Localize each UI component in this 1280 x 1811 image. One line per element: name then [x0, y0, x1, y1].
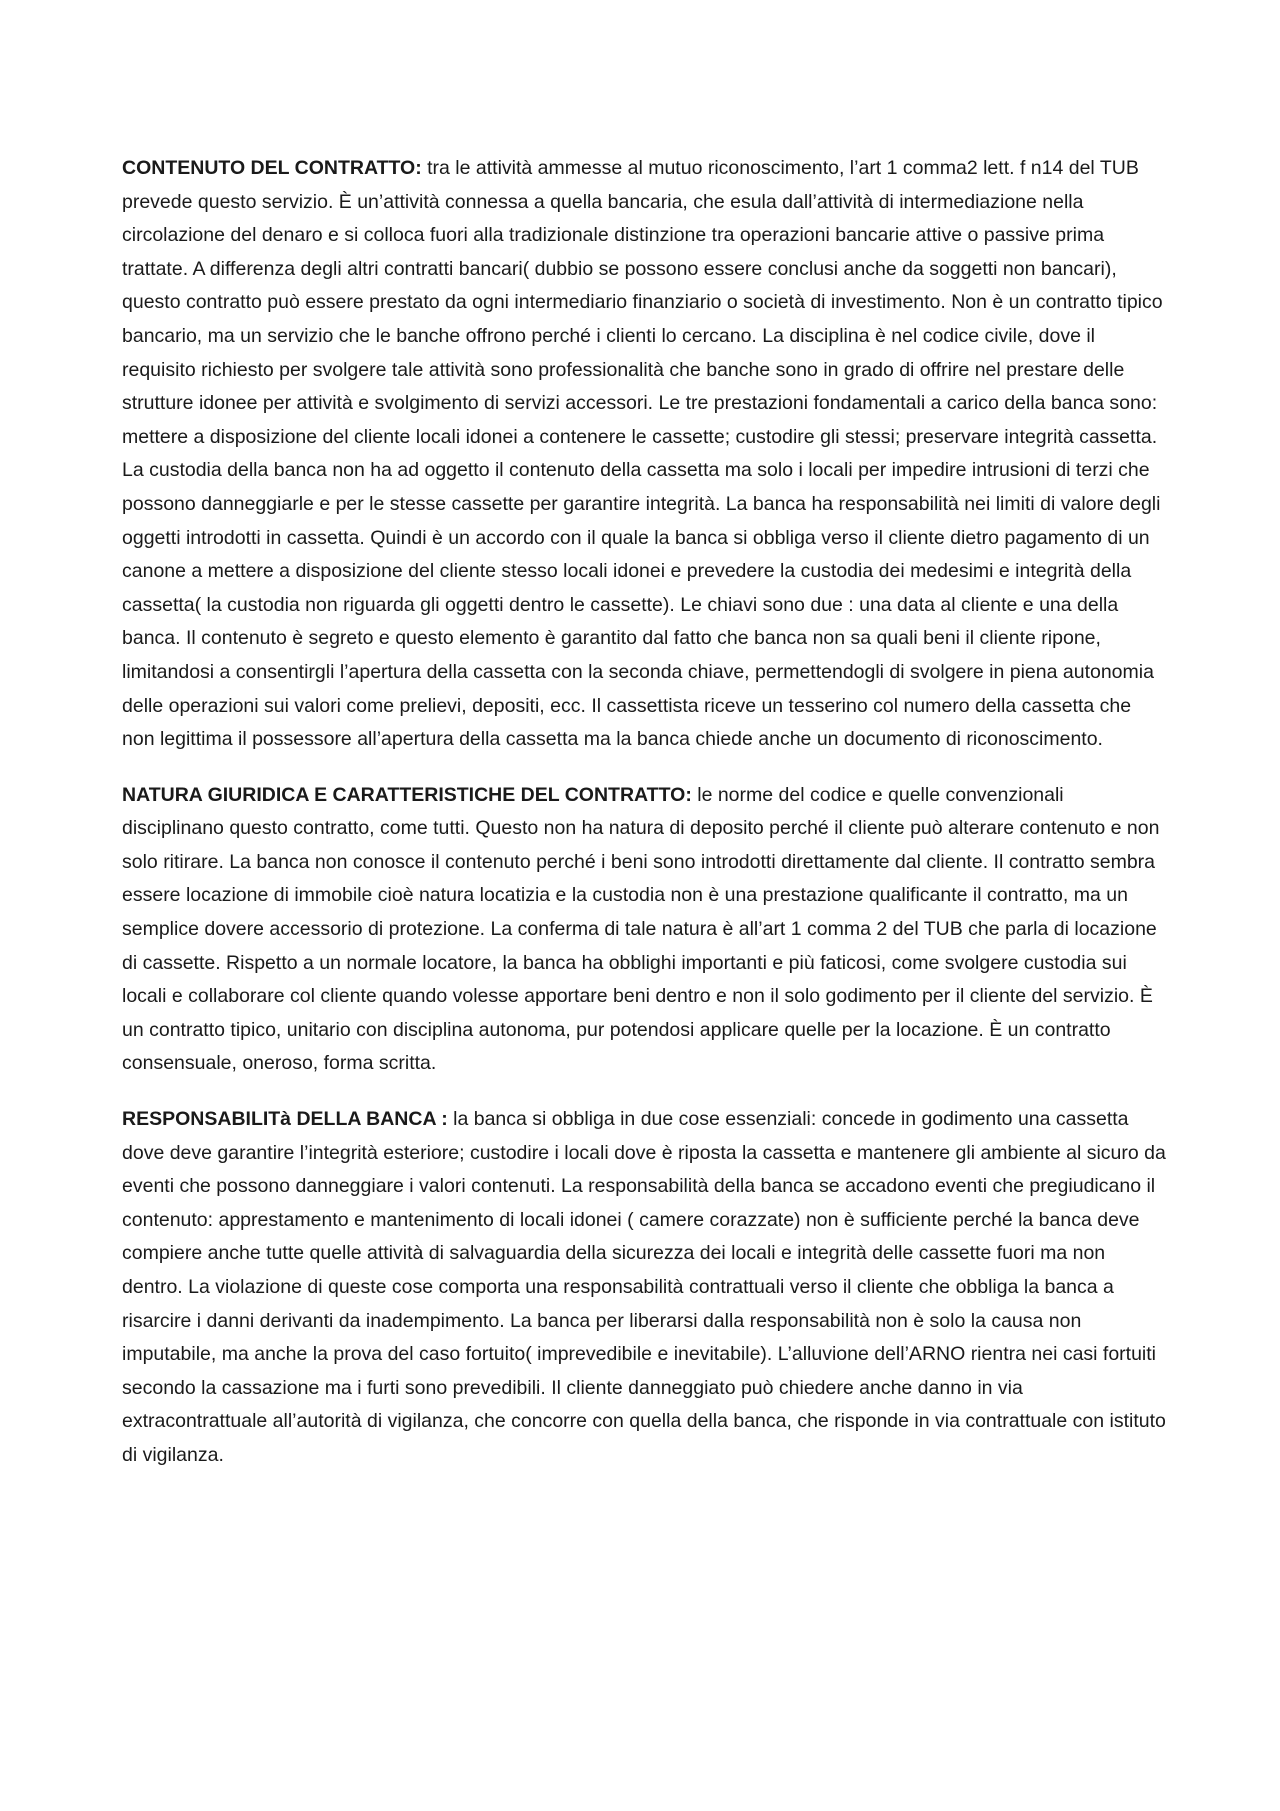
section-heading: CONTENUTO DEL CONTRATTO: — [122, 157, 422, 179]
document-body — [122, 152, 1167, 1495]
paragraph-natura-giuridica — [122, 779, 1167, 1081]
paragraph-responsabilita-banca — [122, 1103, 1167, 1473]
paragraph-contenuto-del-contratto — [122, 152, 1167, 757]
section-heading: NATURA GIURIDICA E CARATTERISTICHE DEL CONTRATTO: — [122, 783, 692, 806]
section-text: tra le attività ammesse al mutuo riconoscimento, l’art 1 comma2 lett. f n14 del TUB prevede questo servizio. È un’attività connessa a quella bancaria, che esula dall’attività di intermediazione nella circolazione del denaro e si colloca fuori alla tradizionale distinzione tra operazioni bancarie attive o passive prima trattate. A differenza degli altri contratti bancari( dubbio se possono essere conclusi anche da soggetti non bancari), questo contratto può essere prestato da ogni intermediario finanziario o società di investimento. Non è un contratto tipico bancario, ma un servizio che le banche offrono perché i clienti lo cercano. La disciplina è nel codice civile, dove il requisito richiesto per svolgere tale attività sono professionalità che banche sono in grado di offrire nel prestare delle strutture idonee per attività e svolgimento di servizi accessori. Le tre prestazioni fondamentali a carico della banca sono: mettere a disposizione del cliente locali idonei a contenere le cassette; custodire gli stessi; preservare integrità cassetta. La custodia della banca non ha ad oggetto il contenuto della cassetta ma solo i locali per impedire intrusioni di terzi che possono danneggiarle e per le stesse cassette per garantire integrità. La banca ha responsabilità nei limiti di valore degli oggetti introdotti in cassetta. Quindi è un accordo con il quale la banca si obbliga verso il cliente dietro pagamento di un canone a mettere a disposizione del cliente stesso locali idonei e prevedere la custodia dei medesimi e integrità della cassetta( la custodia non riguarda gli oggetti dentro le cassette). Le chiavi sono due : una data al cliente e una della banca. Il contenuto è segreto e questo elemento è garantito dal fatto che banca non sa quali beni il cliente ripone, limitandosi a consentirgli l’apertura della cassetta con la seconda chiave, permettendogli di svolgere in piena autonomia delle operazioni sui valori come prelievi, depositi, ecc. Il cassettista riceve un tesserino col numero della cassetta che non legittima il possessore all’apertura della cassetta ma la banca chiede anche un documento di riconoscimento. — [122, 157, 1163, 751]
section-text: la banca si obbliga in due cose essenziali: concede in godimento una cassetta dove deve garantire l’integrità esteriore; custodire i locali dove è riposta la cassetta e mantenere gli ambiente al sicuro da eventi che possono danneggiare i valori contenuti. La responsabilità della banca se accadono eventi che pregiudicano il contenuto: apprestamento e mantenimento di locali idonei ( camere corazzate) non è sufficiente perché la banca deve compiere anche tutte quelle attività di salvaguardia della sicurezza dei locali e integrità delle cassette fuori ma non dentro. La violazione di queste cose comporta una responsabilità contrattuali verso il cliente che obbliga la banca a risarcire i danni derivanti da inadempimento. La banca per liberarsi dalla responsabilità non è solo la causa non imputabile, ma anche la prova del caso fortuito( imprevedibile e inevitabile). L’alluvione dell’ARNO rientra nei casi fortuiti secondo la cassazione ma i furti sono prevedibili. Il cliente danneggiato può chiedere anche danno in via extracontrattuale all’autorità di vigilanza, che concorre con quella della banca, che risponde in via contrattuale con istituto di vigilanza. — [122, 1108, 1166, 1466]
section-text: le norme del codice e quelle convenzionali disciplinano questo contratto, come tutti. Questo non ha natura di deposito perché il cliente può alterare contenuto e non solo ritirare. La banca non conosce il contenuto perché i beni sono introdotti direttamente dal cliente. Il contratto sembra essere locazione di immobile cioè natura locatizia e la custodia non è una prestazione qualificante il contratto, ma un semplice dovere accessorio di protezione. La conferma di tale natura è all’art 1 comma 2 del TUB che parla di locazione di cassette. Rispetto a un normale locatore, la banca ha obblighi importanti e più faticosi, come svolgere custodia sui locali e collaborare col cliente quando volesse apportare beni dentro e non il solo godimento per il cliente del servizio. È un contratto tipico, unitario con disciplina autonoma, pur potendosi applicare quelle per la locazione. È un contratto consensuale, oneroso, forma scritta. — [122, 783, 1160, 1075]
section-heading: RESPONSABILITà DELLA BANCA : — [122, 1108, 448, 1131]
